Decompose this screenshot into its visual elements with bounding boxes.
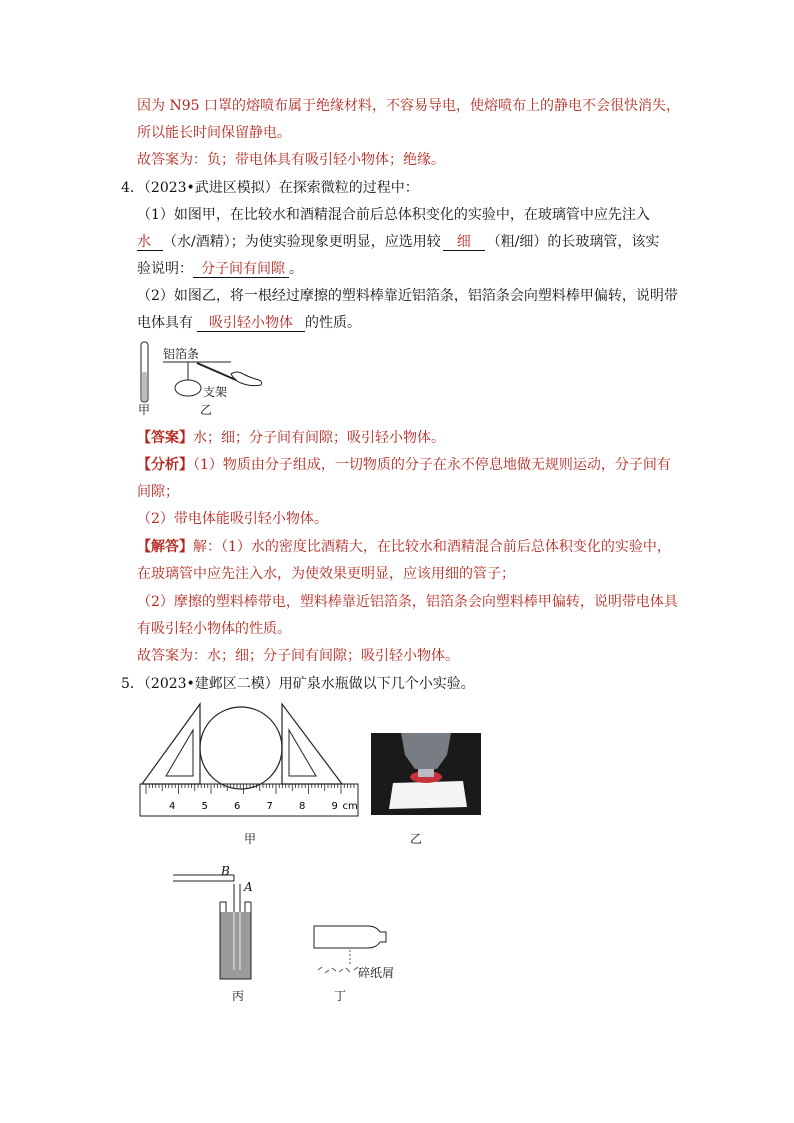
right-set-square-inner: [289, 730, 316, 776]
water-fill: [220, 912, 251, 979]
label-yi: 乙: [200, 403, 213, 417]
ruler-tick-label: 9: [331, 801, 338, 812]
question-text: （粗/细）的长玻璃管，该实: [486, 234, 660, 250]
answer-text: 水；细；分子间有间隙；吸引轻小物体。: [193, 430, 445, 446]
bottle-side: [314, 926, 386, 948]
question-source: （2023•武进区模拟）在探索微粒的过程中：: [143, 180, 419, 196]
bottle-photo-drawing: [371, 733, 481, 815]
ruler-tick-label: 4: [169, 801, 176, 812]
solution-line: 在玻璃管中应先注入水，为使效果更明显，应该用细的管子；: [137, 566, 515, 582]
bottle-neck: [418, 769, 434, 777]
question-text: 的性质。: [305, 315, 361, 331]
bottle-body: [401, 733, 451, 769]
right-set-square: [282, 704, 342, 784]
paper-sheet: [389, 781, 467, 809]
ruler-ticks: [146, 784, 354, 794]
solution-line: 有吸引轻小物体的性质。: [137, 621, 291, 637]
question-5-header: [121, 675, 475, 693]
ruler-labels: [169, 801, 358, 812]
analysis-line: （2）带电体能吸引轻小物体。: [137, 511, 328, 527]
answer-blank-4: 吸引轻小物体: [197, 315, 305, 332]
solution-text-line: 因为 N95 口罩的熔喷布属于绝缘材料，不容易导电，使熔喷布上的静电不会很快消失，: [137, 98, 680, 114]
answer-blank-1: 水: [137, 234, 163, 251]
bottle-neck-right: [245, 902, 251, 912]
label-bing: 丙: [232, 989, 245, 1003]
figure-ruler-triangles: [138, 700, 363, 820]
question-4-part1-line1: （1）如图甲，在比较水和酒精混合前后总体积变化的实验中，在玻璃管中应先注入: [137, 207, 650, 223]
ruler-tick-label: 5: [201, 801, 208, 812]
question-text: 电体具有: [137, 315, 193, 331]
bottle-cross-section: [200, 707, 282, 789]
label-stand: 支架: [203, 385, 228, 399]
question-4-part2-line2: [137, 314, 361, 332]
plastic-rod: [197, 363, 236, 380]
question-number: 4．: [121, 180, 144, 196]
solution-line: （2）摩擦的塑料棒带电，塑料棒靠近铝箔条，铝箔条会向塑料棒甲偏转，说明带电体具: [137, 594, 678, 610]
ruler-unit-label: cm: [342, 801, 358, 812]
solution-text-line: 所以能长时间保留静电。: [137, 125, 291, 141]
solution-tag: 【解答】: [137, 539, 193, 555]
question-4-part1-line2: [137, 233, 659, 251]
solution-line: [137, 538, 671, 556]
analysis-text: （1）物质由分子组成，一切物质的分子在永不停息地做无规则运动，分子间有: [193, 457, 671, 473]
question-text: 验说明：: [137, 261, 193, 277]
answer-line: [137, 429, 445, 447]
question-number: 5．: [121, 676, 144, 692]
analysis-tag: 【分析】: [137, 457, 193, 473]
question-4-part1-line3: [137, 260, 303, 278]
left-set-square: [142, 704, 200, 784]
answer-line: 故答案为：负；带电体具有吸引轻小物体；绝缘。: [137, 152, 445, 168]
final-answer-line: 故答案为：水；细；分子间有间隙；吸引轻小物体。: [137, 648, 459, 664]
liquid-fill: [142, 372, 147, 401]
label-paper-bits: 碎纸屑: [358, 966, 395, 980]
answer-blank-3: 分子间有间隙: [193, 261, 289, 278]
label-b: B: [221, 864, 230, 878]
stand-base: [175, 380, 201, 396]
ruler-tick-label: 8: [299, 801, 306, 812]
label-yi: 乙: [410, 832, 423, 846]
ruler-tick-label: 7: [266, 801, 273, 812]
question-4-part2-line1: （2）如图乙，将一根经过摩擦的塑料棒靠近铝箔条，铝箔条会向塑料棒甲偏转，说明带: [137, 288, 678, 304]
question-text: （水/酒精）；为使实验现象更明显，应选用较: [163, 234, 441, 250]
answer-blank-2: 细: [443, 234, 485, 251]
label-foil: 铝箔条: [163, 347, 200, 361]
paper-bits-icon: [318, 967, 358, 973]
question-source: （2023•建邺区二模）用矿泉水瓶做以下几个小实验。: [143, 676, 475, 692]
label-jia: 甲: [244, 832, 257, 846]
left-set-square-inner: [166, 730, 193, 776]
bottle-neck-left: [220, 902, 226, 912]
analysis-line: 间隙；: [137, 484, 179, 500]
bottle-photo: [371, 733, 481, 815]
answer-tag: 【答案】: [137, 430, 193, 446]
question-4-header: [121, 179, 419, 197]
ruler-tick-label: 6: [234, 801, 241, 812]
solution-text: 解：（1）水的密度比酒精大，在比较水和酒精混合前后总体积变化的实验中，: [193, 539, 671, 555]
label-a: A: [244, 880, 253, 894]
analysis-line: [137, 456, 671, 474]
label-jia: 甲: [138, 403, 151, 417]
question-text: 。: [289, 261, 303, 277]
label-ding: 丁: [334, 989, 347, 1003]
